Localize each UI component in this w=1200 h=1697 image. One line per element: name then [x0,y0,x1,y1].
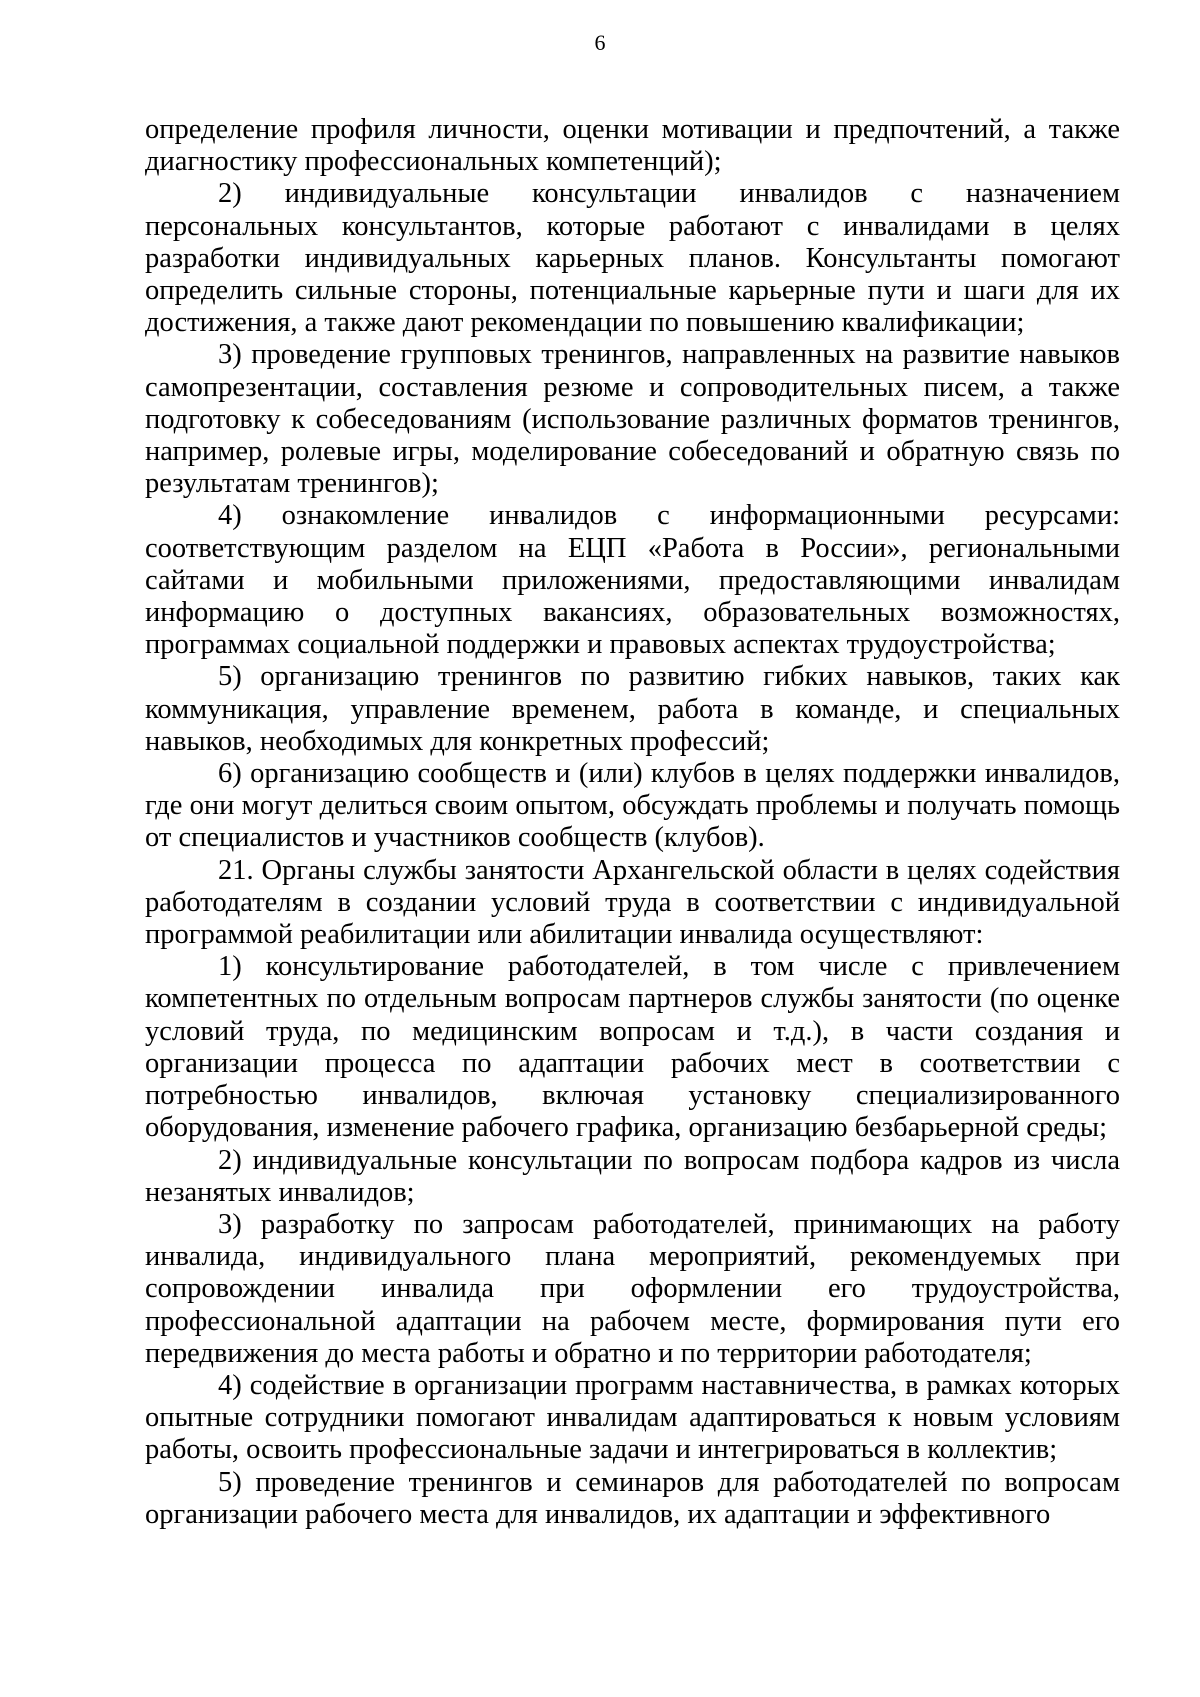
paragraph: 4) содействие в организации программ наставничества, в рамках которых опытные сотрудники помогают инвалидам адаптироваться к новым условиям работы, освоить профессиональные задачи и интегрироваться в коллектив; [145,1369,1120,1466]
paragraph: 2) индивидуальные консультации по вопросам подбора кадров из числа незанятых инвалидов; [145,1144,1120,1208]
paragraph: 3) разработку по запросам работодателей, принимающих на работу инвалида, индивидуального плана мероприятий, рекомендуемых при сопровождении инвалида при оформлении его трудоустройства, профессиональной адаптации на рабочем месте, формирования пути его передвижения до места работы и обратно и по территории работодателя; [145,1208,1120,1369]
paragraph: 3) проведение групповых тренингов, направленных на развитие навыков самопрезентации, составления резюме и сопроводительных писем, а также подготовку к собеседованиям (использование различных форматов тренингов, например, ролевые игры, моделирование собеседований и обратную связь по результатам тренингов); [145,339,1120,500]
paragraph: 4) ознакомление инвалидов с информационными ресурсами: соответствующим разделом на ЕЦП «Работа в России», региональными сайтами и мобильными приложениями, предоставляющими инвалидам информацию о доступных вакансиях, образовательных возможностях, программах социальной поддержки и правовых аспектах трудоустройства; [145,500,1120,661]
document-body [145,114,1120,1531]
paragraph: 6) организацию сообществ и (или) клубов в целях поддержки инвалидов, где они могут делиться своим опытом, обсуждать проблемы и получать помощь от специалистов и участников сообществ (клубов). [145,758,1120,854]
paragraph: 2) индивидуальные консультации инвалидов с назначением персональных консультантов, которые работают с инвалидами в целях разработки индивидуальных карьерных планов. Консультанты помогают определить сильные стороны, потенциальные карьерные пути и шаги для их достижения, а также дают рекомендации по повышению квалификации; [145,178,1120,339]
paragraph: 5) проведение тренингов и семинаров для работодателей по вопросам организации рабочего места для инвалидов, их адаптации и эффективного [145,1466,1120,1530]
paragraph: 5) организацию тренингов по развитию гибких навыков, таких как коммуникация, управление временем, работа в команде, и специальных навыков, необходимых для конкретных профессий; [145,661,1120,757]
page-number: 6 [594,30,606,55]
paragraph: 1) консультирование работодателей, в том числе с привлечением компетентных по отдельным вопросам партнеров службы занятости (по оценке условий труда, по медицинским вопросам и т.д.), в части создания и организации процесса по адаптации рабочих мест в соответствии с потребностью инвалидов, включая установку специализированного оборудования, изменение рабочего графика, организацию безбарьерной среды; [145,951,1120,1144]
paragraph: определение профиля личности, оценки мотивации и предпочтений, а также диагностику профессиональных компетенций); [145,114,1120,178]
paragraph: 21. Органы службы занятости Архангельской области в целях содействия работодателям в создании условий труда в соответствии с индивидуальной программой реабилитации или абилитации инвалида осуществляют: [145,854,1120,951]
